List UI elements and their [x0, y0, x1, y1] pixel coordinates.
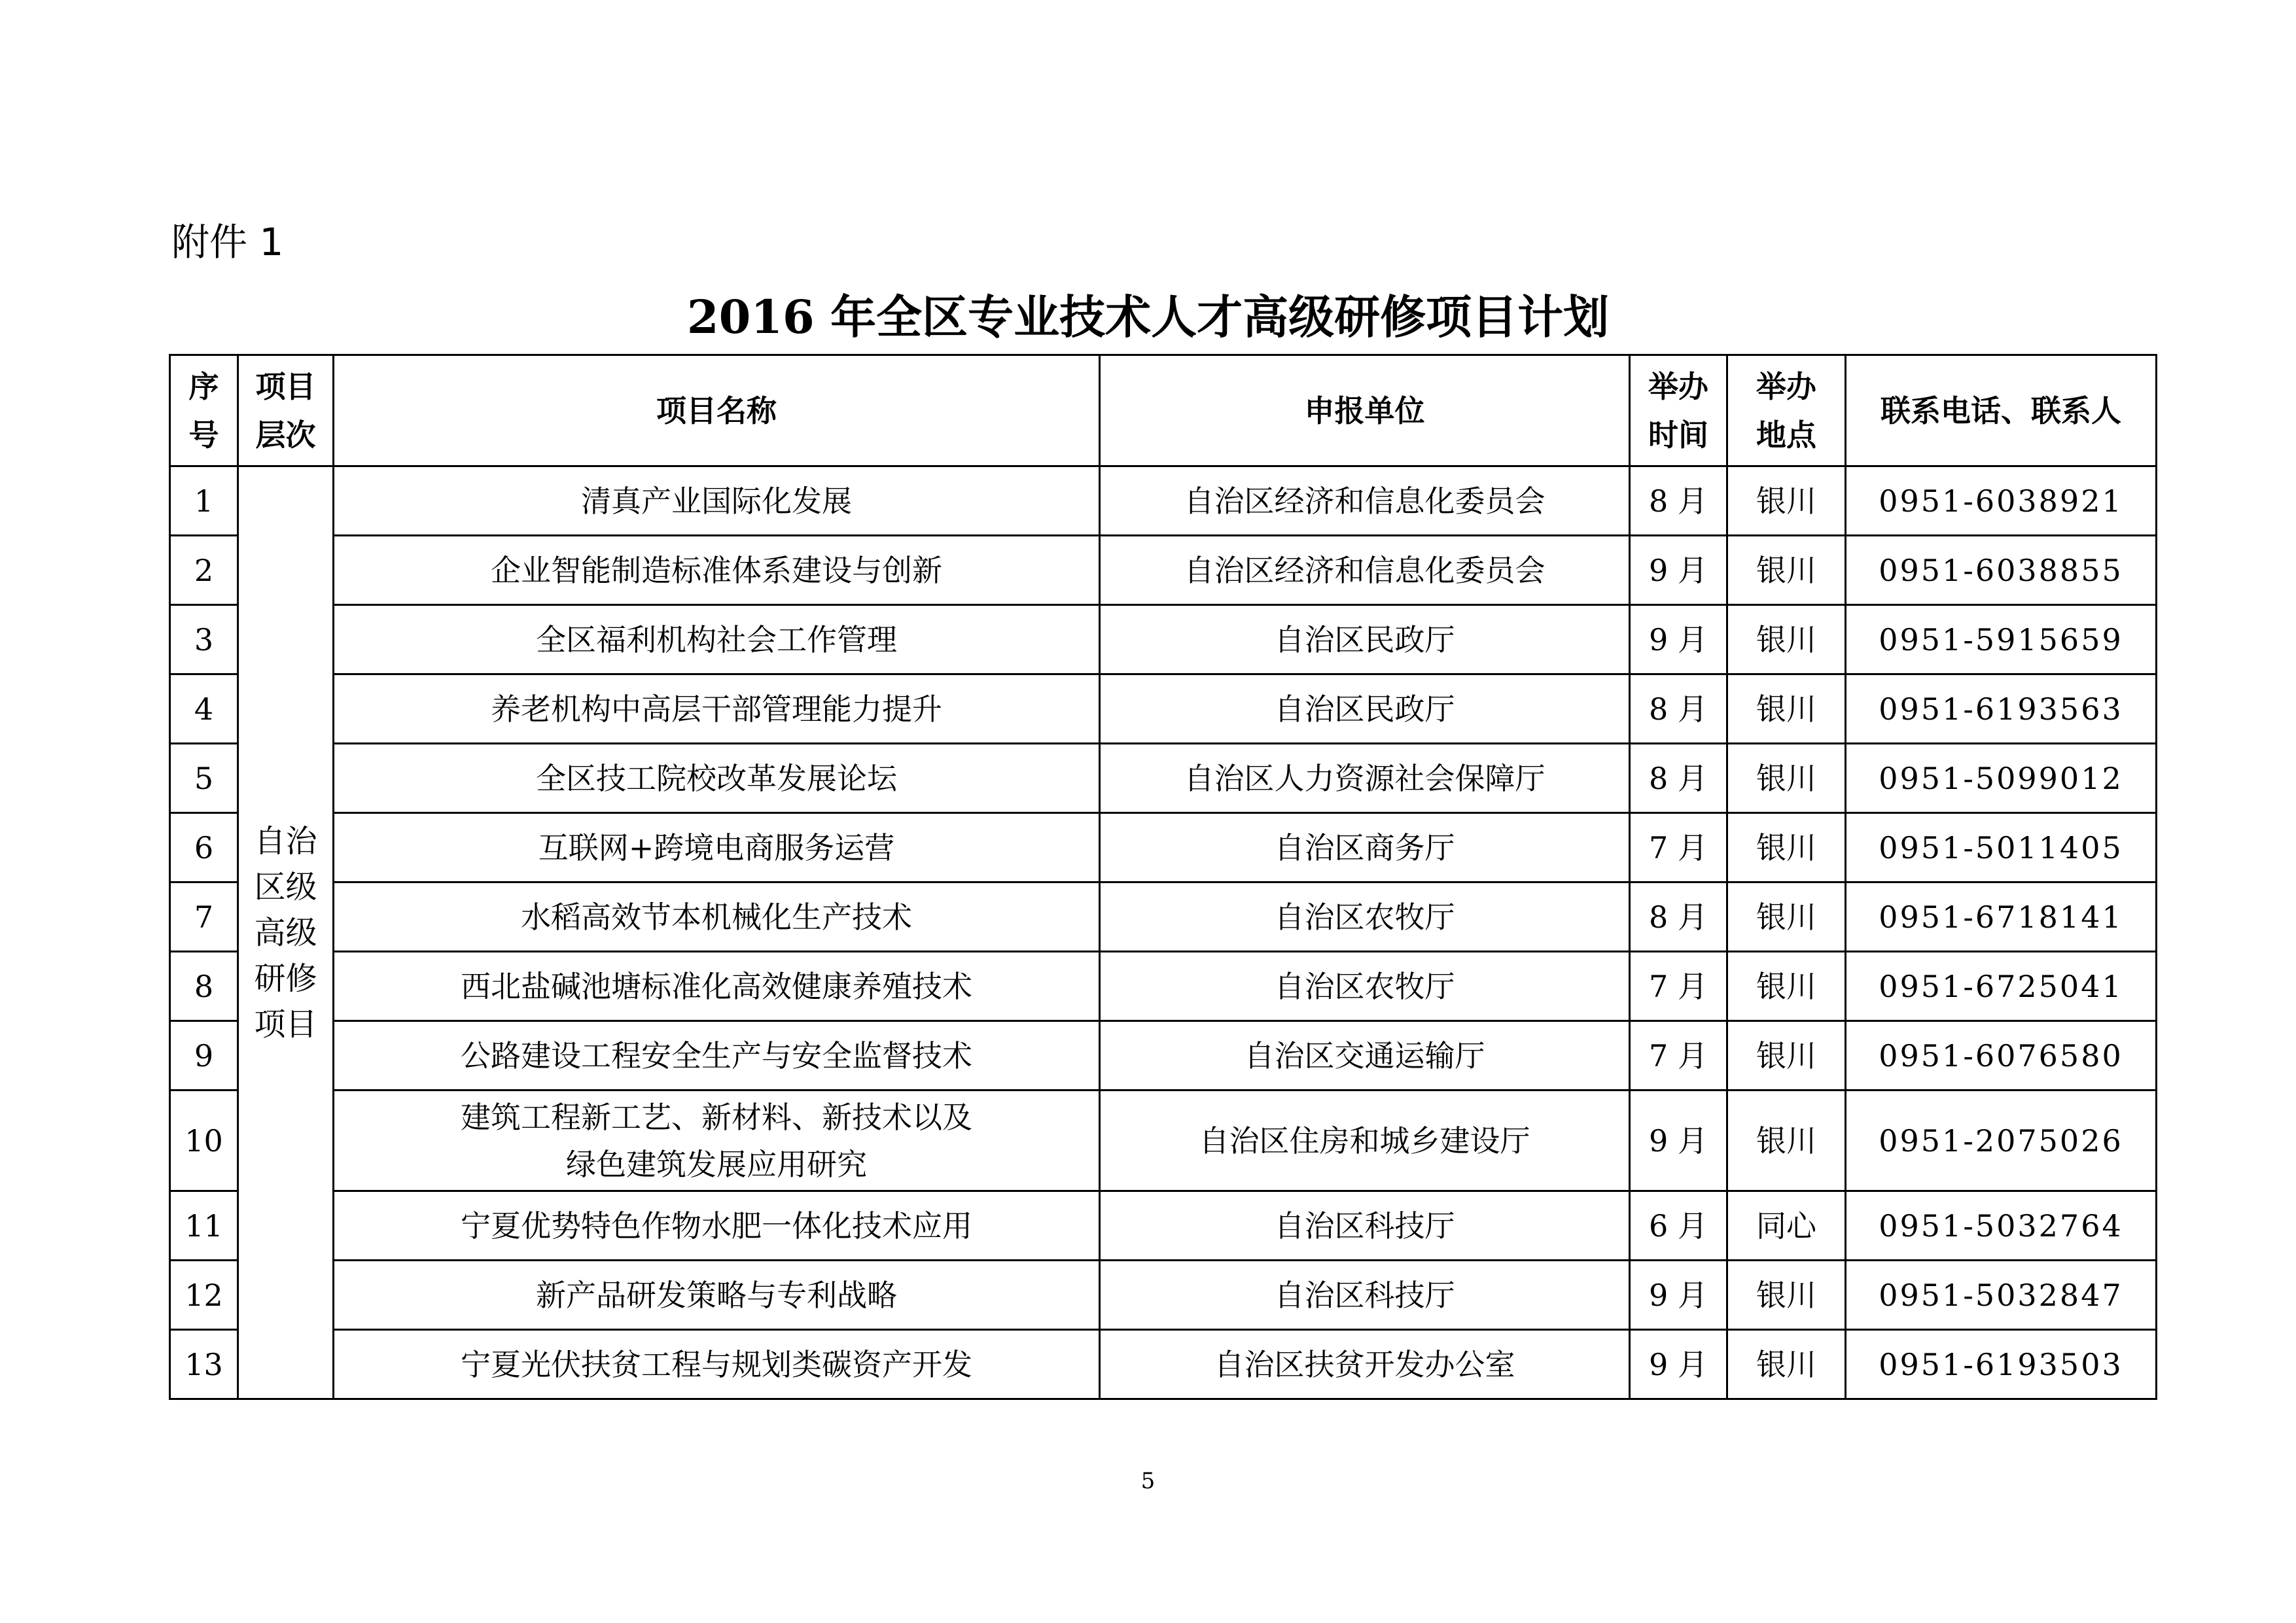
row-number: 11 — [170, 1191, 238, 1261]
hold-time: 9 月 — [1630, 1330, 1727, 1399]
project-plan-table — [169, 354, 2157, 1400]
applying-unit: 自治区经济和信息化委员会 — [1100, 536, 1630, 605]
table-row — [170, 1091, 2157, 1191]
table-row — [170, 1261, 2157, 1330]
contact-phone: 0951-6038855 — [1846, 536, 2157, 605]
table-header-row — [170, 355, 2157, 466]
table-row — [170, 1330, 2157, 1399]
applying-unit: 自治区科技厅 — [1100, 1191, 1630, 1261]
project-name: 建筑工程新工艺、新材料、新技术以及 绿色建筑发展应用研究 — [334, 1091, 1100, 1191]
project-name: 全区福利机构社会工作管理 — [334, 605, 1100, 674]
table-row — [170, 744, 2157, 813]
document-title: 2016 年全区专业技术人才高级研修项目计划 — [686, 290, 1610, 344]
project-name: 企业智能制造标准体系建设与创新 — [334, 536, 1100, 605]
contact-phone: 0951-6193563 — [1846, 674, 2157, 744]
hold-place: 同心 — [1727, 1191, 1846, 1261]
hold-time: 8 月 — [1630, 674, 1727, 744]
contact-phone: 0951-5099012 — [1846, 744, 2157, 813]
hold-place: 银川 — [1727, 813, 1846, 882]
header-time: 举办 时间 — [1630, 355, 1727, 466]
row-number: 12 — [170, 1261, 238, 1330]
page-number: 5 — [1140, 1468, 1156, 1494]
table-row — [170, 882, 2157, 952]
hold-time: 9 月 — [1630, 605, 1727, 674]
hold-place: 银川 — [1727, 536, 1846, 605]
row-number: 1 — [170, 466, 238, 536]
applying-unit: 自治区农牧厅 — [1100, 882, 1630, 952]
project-name: 清真产业国际化发展 — [334, 466, 1100, 536]
row-number: 3 — [170, 605, 238, 674]
applying-unit: 自治区扶贫开发办公室 — [1100, 1330, 1630, 1399]
header-project-name: 项目名称 — [334, 355, 1100, 466]
project-name: 互联网+跨境电商服务运营 — [334, 813, 1100, 882]
table-row — [170, 466, 2157, 536]
hold-time: 8 月 — [1630, 466, 1727, 536]
hold-place: 银川 — [1727, 952, 1846, 1021]
contact-phone: 0951-2075026 — [1846, 1091, 2157, 1191]
row-number: 7 — [170, 882, 238, 952]
hold-time: 7 月 — [1630, 1021, 1727, 1091]
row-number: 8 — [170, 952, 238, 1021]
header-unit: 申报单位 — [1100, 355, 1630, 466]
row-number: 9 — [170, 1021, 238, 1091]
contact-phone: 0951-6718141 — [1846, 882, 2157, 952]
row-number: 4 — [170, 674, 238, 744]
applying-unit: 自治区交通运输厅 — [1100, 1021, 1630, 1091]
hold-place: 银川 — [1727, 466, 1846, 536]
row-number: 13 — [170, 1330, 238, 1399]
hold-time: 7 月 — [1630, 952, 1727, 1021]
contact-phone: 0951-6725041 — [1846, 952, 2157, 1021]
row-number: 2 — [170, 536, 238, 605]
applying-unit: 自治区经济和信息化委员会 — [1100, 466, 1630, 536]
project-name: 公路建设工程安全生产与安全监督技术 — [334, 1021, 1100, 1091]
project-name: 水稻高效节本机械化生产技术 — [334, 882, 1100, 952]
table-row — [170, 952, 2157, 1021]
applying-unit: 自治区民政厅 — [1100, 674, 1630, 744]
hold-time: 9 月 — [1630, 536, 1727, 605]
project-level-cell: 自治 区级 高级 研修 项目 — [238, 466, 334, 1399]
contact-phone: 0951-6193503 — [1846, 1330, 2157, 1399]
header-level: 项目 层次 — [238, 355, 334, 466]
hold-place: 银川 — [1727, 1261, 1846, 1330]
contact-phone: 0951-5032764 — [1846, 1191, 2157, 1261]
header-contact: 联系电话、联系人 — [1846, 355, 2157, 466]
applying-unit: 自治区商务厅 — [1100, 813, 1630, 882]
table-row — [170, 1021, 2157, 1091]
table-row — [170, 605, 2157, 674]
table-body — [170, 466, 2157, 1399]
header-no: 序 号 — [170, 355, 238, 466]
row-number: 5 — [170, 744, 238, 813]
applying-unit: 自治区人力资源社会保障厅 — [1100, 744, 1630, 813]
hold-place: 银川 — [1727, 1021, 1846, 1091]
hold-time: 8 月 — [1630, 882, 1727, 952]
hold-place: 银川 — [1727, 674, 1846, 744]
hold-place: 银川 — [1727, 1091, 1846, 1191]
applying-unit: 自治区农牧厅 — [1100, 952, 1630, 1021]
project-name: 全区技工院校改革发展论坛 — [334, 744, 1100, 813]
hold-place: 银川 — [1727, 1330, 1846, 1399]
hold-time: 9 月 — [1630, 1261, 1727, 1330]
contact-phone: 0951-5915659 — [1846, 605, 2157, 674]
project-name: 新产品研发策略与专利战略 — [334, 1261, 1100, 1330]
hold-time: 6 月 — [1630, 1191, 1727, 1261]
applying-unit: 自治区住房和城乡建设厅 — [1100, 1091, 1630, 1191]
hold-place: 银川 — [1727, 882, 1846, 952]
table-row — [170, 536, 2157, 605]
table-row — [170, 1191, 2157, 1261]
applying-unit: 自治区科技厅 — [1100, 1261, 1630, 1330]
applying-unit: 自治区民政厅 — [1100, 605, 1630, 674]
project-name: 宁夏优势特色作物水肥一体化技术应用 — [334, 1191, 1100, 1261]
row-number: 6 — [170, 813, 238, 882]
row-number: 10 — [170, 1091, 238, 1191]
hold-place: 银川 — [1727, 605, 1846, 674]
header-place: 举办 地点 — [1727, 355, 1846, 466]
contact-phone: 0951-5011405 — [1846, 813, 2157, 882]
contact-phone: 0951-6076580 — [1846, 1021, 2157, 1091]
project-name: 宁夏光伏扶贫工程与规划类碳资产开发 — [334, 1330, 1100, 1399]
table-row — [170, 674, 2157, 744]
hold-time: 9 月 — [1630, 1091, 1727, 1191]
project-name: 养老机构中高层干部管理能力提升 — [334, 674, 1100, 744]
hold-place: 银川 — [1727, 744, 1846, 813]
attachment-label: 附件 1 — [171, 220, 284, 264]
contact-phone: 0951-6038921 — [1846, 466, 2157, 536]
project-name: 西北盐碱池塘标准化高效健康养殖技术 — [334, 952, 1100, 1021]
hold-time: 7 月 — [1630, 813, 1727, 882]
table-row — [170, 813, 2157, 882]
contact-phone: 0951-5032847 — [1846, 1261, 2157, 1330]
hold-time: 8 月 — [1630, 744, 1727, 813]
